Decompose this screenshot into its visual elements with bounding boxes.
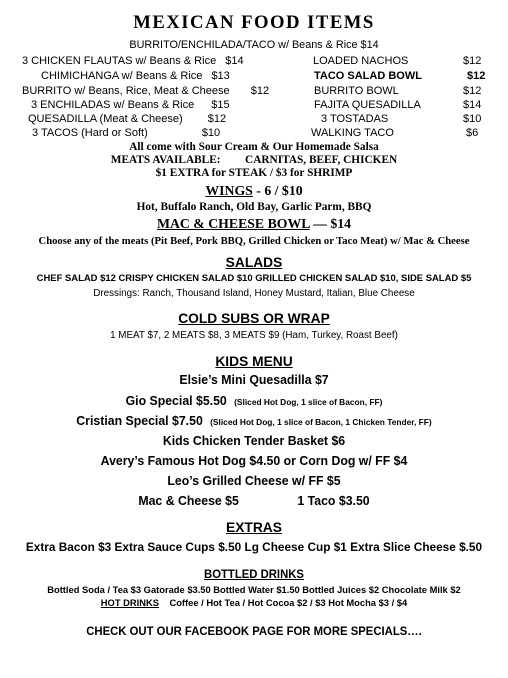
facebook-specials-note: CHECK OUT OUR FACEBOOK PAGE FOR MORE SPECIALS…. bbox=[86, 626, 422, 638]
item-label: BURRITO w/ Beans, Rice, Meat & Cheese bbox=[22, 85, 230, 97]
item-price-tostadas: $10 bbox=[463, 113, 482, 125]
item-label-walking-taco: WALKING TACO bbox=[311, 127, 394, 139]
item-price-walking-taco: $6 bbox=[466, 127, 479, 139]
item-label-loaded-nachos: LOADED NACHOS bbox=[313, 55, 409, 67]
meats-label: MEATS AVAILABLE: bbox=[110, 154, 221, 166]
menu-item-tacos bbox=[32, 127, 220, 139]
menu-item-chimichanga bbox=[41, 70, 230, 82]
item-price: $15 bbox=[211, 99, 230, 111]
kids-menu-header: KIDS MENU bbox=[215, 353, 293, 369]
kids-cristian-special bbox=[4, 414, 504, 428]
kids-gio-special bbox=[4, 394, 504, 408]
wings-header: WINGS bbox=[205, 184, 253, 199]
item-label-burrito-bowl: BURRITO BOWL bbox=[314, 85, 399, 97]
mac-cheese-description: Choose any of the meats (Pit Beef, Pork BBQ, Grilled Chicken or Taco Meat) w/ Mac & Cheese bbox=[38, 235, 470, 247]
item-label-taco-salad-bowl: TACO SALAD BOWL bbox=[314, 70, 422, 82]
kids-grilled-cheese: Leo’s Grilled Cheese w/ FF $5 bbox=[167, 474, 341, 488]
menu-item-quesadilla bbox=[28, 113, 226, 125]
hot-drinks-items: Coffee / Hot Tea / Hot Cocoa $2 / $3 Hot Mocha $3 / $4 bbox=[169, 598, 408, 609]
salads-items: CHEF SALAD $12 CRISPY CHICKEN SALAD $10 GRILLED CHICKEN SALAD $10, SIDE SALAD $5 bbox=[36, 273, 472, 284]
extras-items: Extra Bacon $3 Extra Sauce Cups $.50 Lg Cheese Cup $1 Extra Slice Cheese $.50 bbox=[25, 540, 483, 554]
salads-header: SALADS bbox=[225, 254, 283, 270]
bottled-drinks-header: BOTTLED DRINKS bbox=[204, 569, 304, 581]
item-price: $10 bbox=[201, 127, 221, 139]
kids-hot-dog-corn-dog: Avery’s Famous Hot Dog $4.50 or Corn Dog w/ FF $4 bbox=[100, 454, 408, 468]
item-price-burrito-bowl: $12 bbox=[463, 85, 482, 97]
item-label: 3 CHICKEN FLAUTAS w/ Beans & Rice bbox=[22, 55, 217, 67]
mac-cheese-bowl-line bbox=[4, 217, 504, 233]
item-label-fajita-quesadilla: FAJITA QUESADILLA bbox=[314, 99, 421, 111]
kids-mac-cheese: Mac & Cheese $5 bbox=[138, 494, 239, 508]
item-label: QUESADILLA (Meat & Cheese) bbox=[28, 113, 183, 125]
hot-drinks-label: HOT DRINKS bbox=[100, 598, 159, 609]
item-price: $12 bbox=[207, 113, 227, 125]
item-label: CHIMICHANGA w/ Beans & Rice bbox=[41, 70, 203, 82]
kids-mac-and-taco bbox=[4, 494, 504, 508]
menu-title: MEXICAN FOOD ITEMS bbox=[133, 12, 375, 33]
kids-chicken-tender-basket: Kids Chicken Tender Basket $6 bbox=[162, 434, 346, 448]
item-price: $13 bbox=[211, 70, 230, 82]
meats-available-line bbox=[4, 154, 504, 166]
item-price-fajita-quesadilla: $14 bbox=[463, 99, 482, 111]
item-label: 3 ENCHILADAS w/ Beans & Rice bbox=[31, 99, 195, 111]
item-price-taco-salad-bowl: $12 bbox=[467, 70, 486, 82]
item-price: $12 bbox=[250, 85, 270, 97]
bottled-drinks-items: Bottled Soda / Tea $3 Gatorade $3.50 Bottled Water $1.50 Bottled Juices $2 Chocolate Milk $2 bbox=[47, 585, 461, 596]
gio-special-label: Gio Special $5.50 bbox=[125, 394, 227, 408]
item-label: 3 TACOS (Hard or Soft) bbox=[32, 127, 148, 139]
item-price: $14 bbox=[225, 55, 244, 67]
item-price-loaded-nachos: $12 bbox=[463, 55, 482, 67]
menu-item-enchiladas bbox=[31, 99, 230, 111]
extra-steak-shrimp-note: $1 EXTRA for STEAK / $3 for SHRIMP bbox=[155, 167, 353, 179]
mac-cheese-price: — $14 bbox=[309, 217, 352, 232]
hot-drinks-line bbox=[4, 598, 504, 609]
item-label-tostadas: 3 TOSTADAS bbox=[321, 113, 389, 125]
sour-cream-note: All come with Sour Cream & Our Homemade Salsa bbox=[129, 141, 379, 153]
salad-dressings: Dressings: Ranch, Thousand Island, Honey Mustard, Italian, Blue Cheese bbox=[93, 288, 415, 299]
menu-item-chicken-flautas bbox=[22, 55, 244, 67]
kids-elsie-quesadilla: Elsie’s Mini Quesadilla $7 bbox=[179, 373, 329, 387]
cristian-special-note: (Sliced Hot Dog, 1 slice of Bacon, 1 Chicken Tender, FF) bbox=[210, 417, 432, 427]
wings-price: - 6 / $10 bbox=[252, 184, 303, 199]
meats-list: CARNITAS, BEEF, CHICKEN bbox=[245, 154, 398, 166]
cold-subs-description: 1 MEAT $7, 2 MEATS $8, 3 MEATS $9 (Ham, Turkey, Roast Beef) bbox=[110, 330, 398, 341]
burrito-enchilada-taco-line: BURRITO/ENCHILADA/TACO w/ Beans & Rice $14 bbox=[129, 39, 379, 51]
cold-subs-header: COLD SUBS OR WRAP bbox=[178, 310, 330, 326]
wings-flavors: Hot, Buffalo Ranch, Old Bay, Garlic Parm, BBQ bbox=[136, 201, 372, 213]
menu-item-burrito bbox=[22, 85, 269, 97]
mac-cheese-header: MAC & CHEESE BOWL bbox=[156, 217, 310, 232]
wings-line bbox=[4, 184, 504, 200]
gio-special-note: (Sliced Hot Dog, 1 slice of Bacon, FF) bbox=[234, 397, 383, 407]
kids-taco: 1 Taco $3.50 bbox=[297, 494, 370, 508]
cristian-special-label: Cristian Special $7.50 bbox=[76, 414, 203, 428]
extras-header: EXTRAS bbox=[226, 519, 282, 535]
